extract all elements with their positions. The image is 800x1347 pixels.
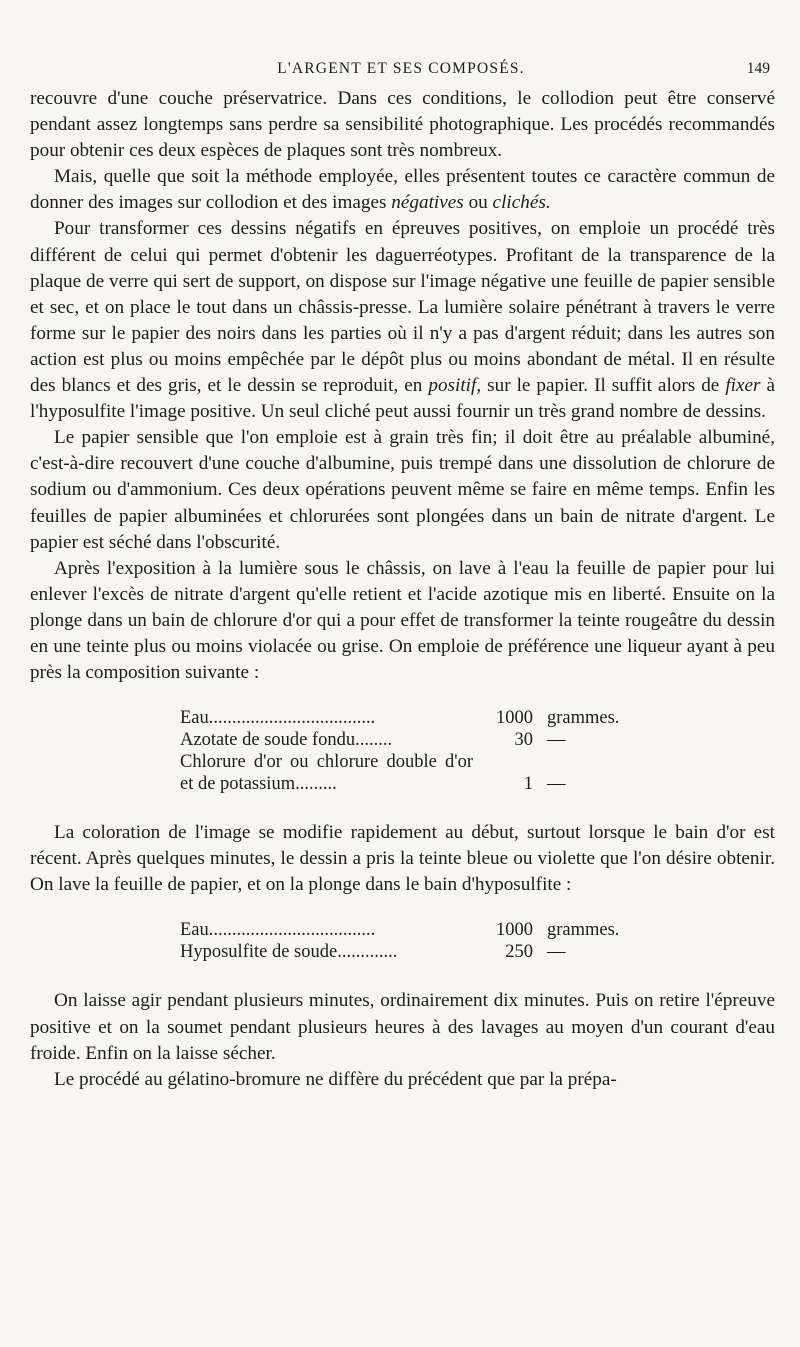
ingredient-unit: grammes. <box>547 708 620 729</box>
recipe-row <box>180 941 630 963</box>
ingredient-unit: — <box>547 730 566 751</box>
emphasis: fixer <box>725 375 761 397</box>
emphasis: positif <box>428 375 477 397</box>
page-number: 149 <box>746 60 770 77</box>
recipe-gold-bath <box>180 707 630 795</box>
paragraph <box>30 164 775 216</box>
recipe-row <box>180 751 630 795</box>
ingredient-name: Eau.................................... <box>180 920 376 941</box>
recipe-row <box>180 707 630 729</box>
ingredient-name: Eau.................................... <box>180 708 376 729</box>
paragraph: recouvre d'une couche préservatrice. Dans ces conditions, le collodion peut être conservé pendant assez longtemps sans perdre sa sensibilité photographique. Les procédés recommandés pour obtenir ces deux espèces de plaques sont très nombreux. <box>30 88 775 162</box>
text-run: Mais, quelle que soit la méthode employée, elles présentent toutes ce caractère commun de donner des images sur collodion et des images <box>30 166 775 214</box>
paragraph <box>30 216 775 425</box>
ingredient-unit: grammes. <box>547 920 620 941</box>
paragraph: Après l'exposition à la lumière sous le châssis, on lave à l'eau la feuille de papier pour lui enlever l'excès de nitrate d'argent qu'elle retient et l'acide azotique mis en liberté. Ensuite on la plonge dans un bain de chlorure d'or qui a pour effet de transformer la teinte rougeâtre du dessin en une teinte plus ou moins violacée ou grise. On emploie de préférence une liqueur ayant à peu près la composition suivante : <box>30 557 775 684</box>
ingredient-quantity: 1000 <box>496 920 533 941</box>
paragraph: On laisse agir pendant plusieurs minutes, ordinairement dix minutes. Puis on retire l'épreuve positive et on la soumet pendant plusieurs heures à des lavages au moyen d'un courant d'eau froide. Enfin on la laisse sécher. <box>30 990 775 1064</box>
recipe-row <box>180 729 630 751</box>
ingredient-name: Chlorure d'or ou chlorure double d'or et de potassium......... <box>180 752 473 795</box>
emphasis: clichés. <box>492 192 551 214</box>
ingredient-quantity: 30 <box>514 730 533 751</box>
paragraph: Le procédé au gélatino-bromure ne diffère du précédent que par la prépa- <box>54 1068 617 1090</box>
paragraph: La coloration de l'image se modifie rapidement au début, surtout lorsque le bain d'or est récent. Après quelques minutes, le dessin a pris la teinte bleue ou violette que l'on désire obtenir. On lave la feuille de papier, et on la plonge dans le bain d'hyposulfite : <box>30 822 775 896</box>
ingredient-name: Hyposulfite de soude............. <box>180 942 398 963</box>
ingredient-unit: — <box>547 774 566 795</box>
text-run: , sur le papier. Il suffit alors de <box>476 375 726 397</box>
ingredient-name: Azotate de soude fondu........ <box>180 730 393 751</box>
recipe-row <box>180 919 630 941</box>
running-head: L'ARGENT ET SES COMPOSÉS. <box>277 60 525 77</box>
text-run: à l'hyposulfite l'image positive. Un seul cliché peut aussi fournir un très grand nombre de dessins. <box>30 375 775 423</box>
ingredient-quantity: 250 <box>505 942 533 963</box>
ingredient-quantity: 1000 <box>496 708 533 729</box>
ingredient-quantity: 1 <box>523 774 533 795</box>
page-header <box>30 58 772 82</box>
text-run: ou <box>463 192 493 214</box>
body-text <box>30 86 775 1093</box>
emphasis: négatives <box>391 192 464 214</box>
text-run: Pour transformer ces dessins négatifs en épreuves positives, on emploie un procédé très différent de celui qui permet d'obtenir les daguerréotypes. Profitant de la transparence de la plaque de verre qui sert de support, on dispose sur l'image négative une feuille de papier sensible et sec, et on place le tout dans un châssis-presse. La lumière solaire pénétrant à travers le verre forme sur le papier des noirs dans les parties où il n'y a pas d'argent réduit; dans les autres son action est plus ou moins empêchée par le dépôt plus ou moins abondant de métal. Il en résulte des blancs et des gris, et le dessin se reproduit, en <box>30 218 775 397</box>
paragraph: Le papier sensible que l'on emploie est à grain très fin; il doit être au préalable albuminé, c'est-à-dire recouvert d'une couche d'albumine, puis trempé dans une dissolution de chlorure de sodium ou d'ammonium. Ces deux opérations peuvent même se faire en même temps. Enfin les feuilles de papier albuminées et chlorurées sont plongées dans un bain de nitrate d'argent. Le papier est séché dans l'obscurité. <box>30 427 775 553</box>
recipe-hyposulfite-bath <box>180 919 630 963</box>
ingredient-unit: — <box>547 942 566 963</box>
